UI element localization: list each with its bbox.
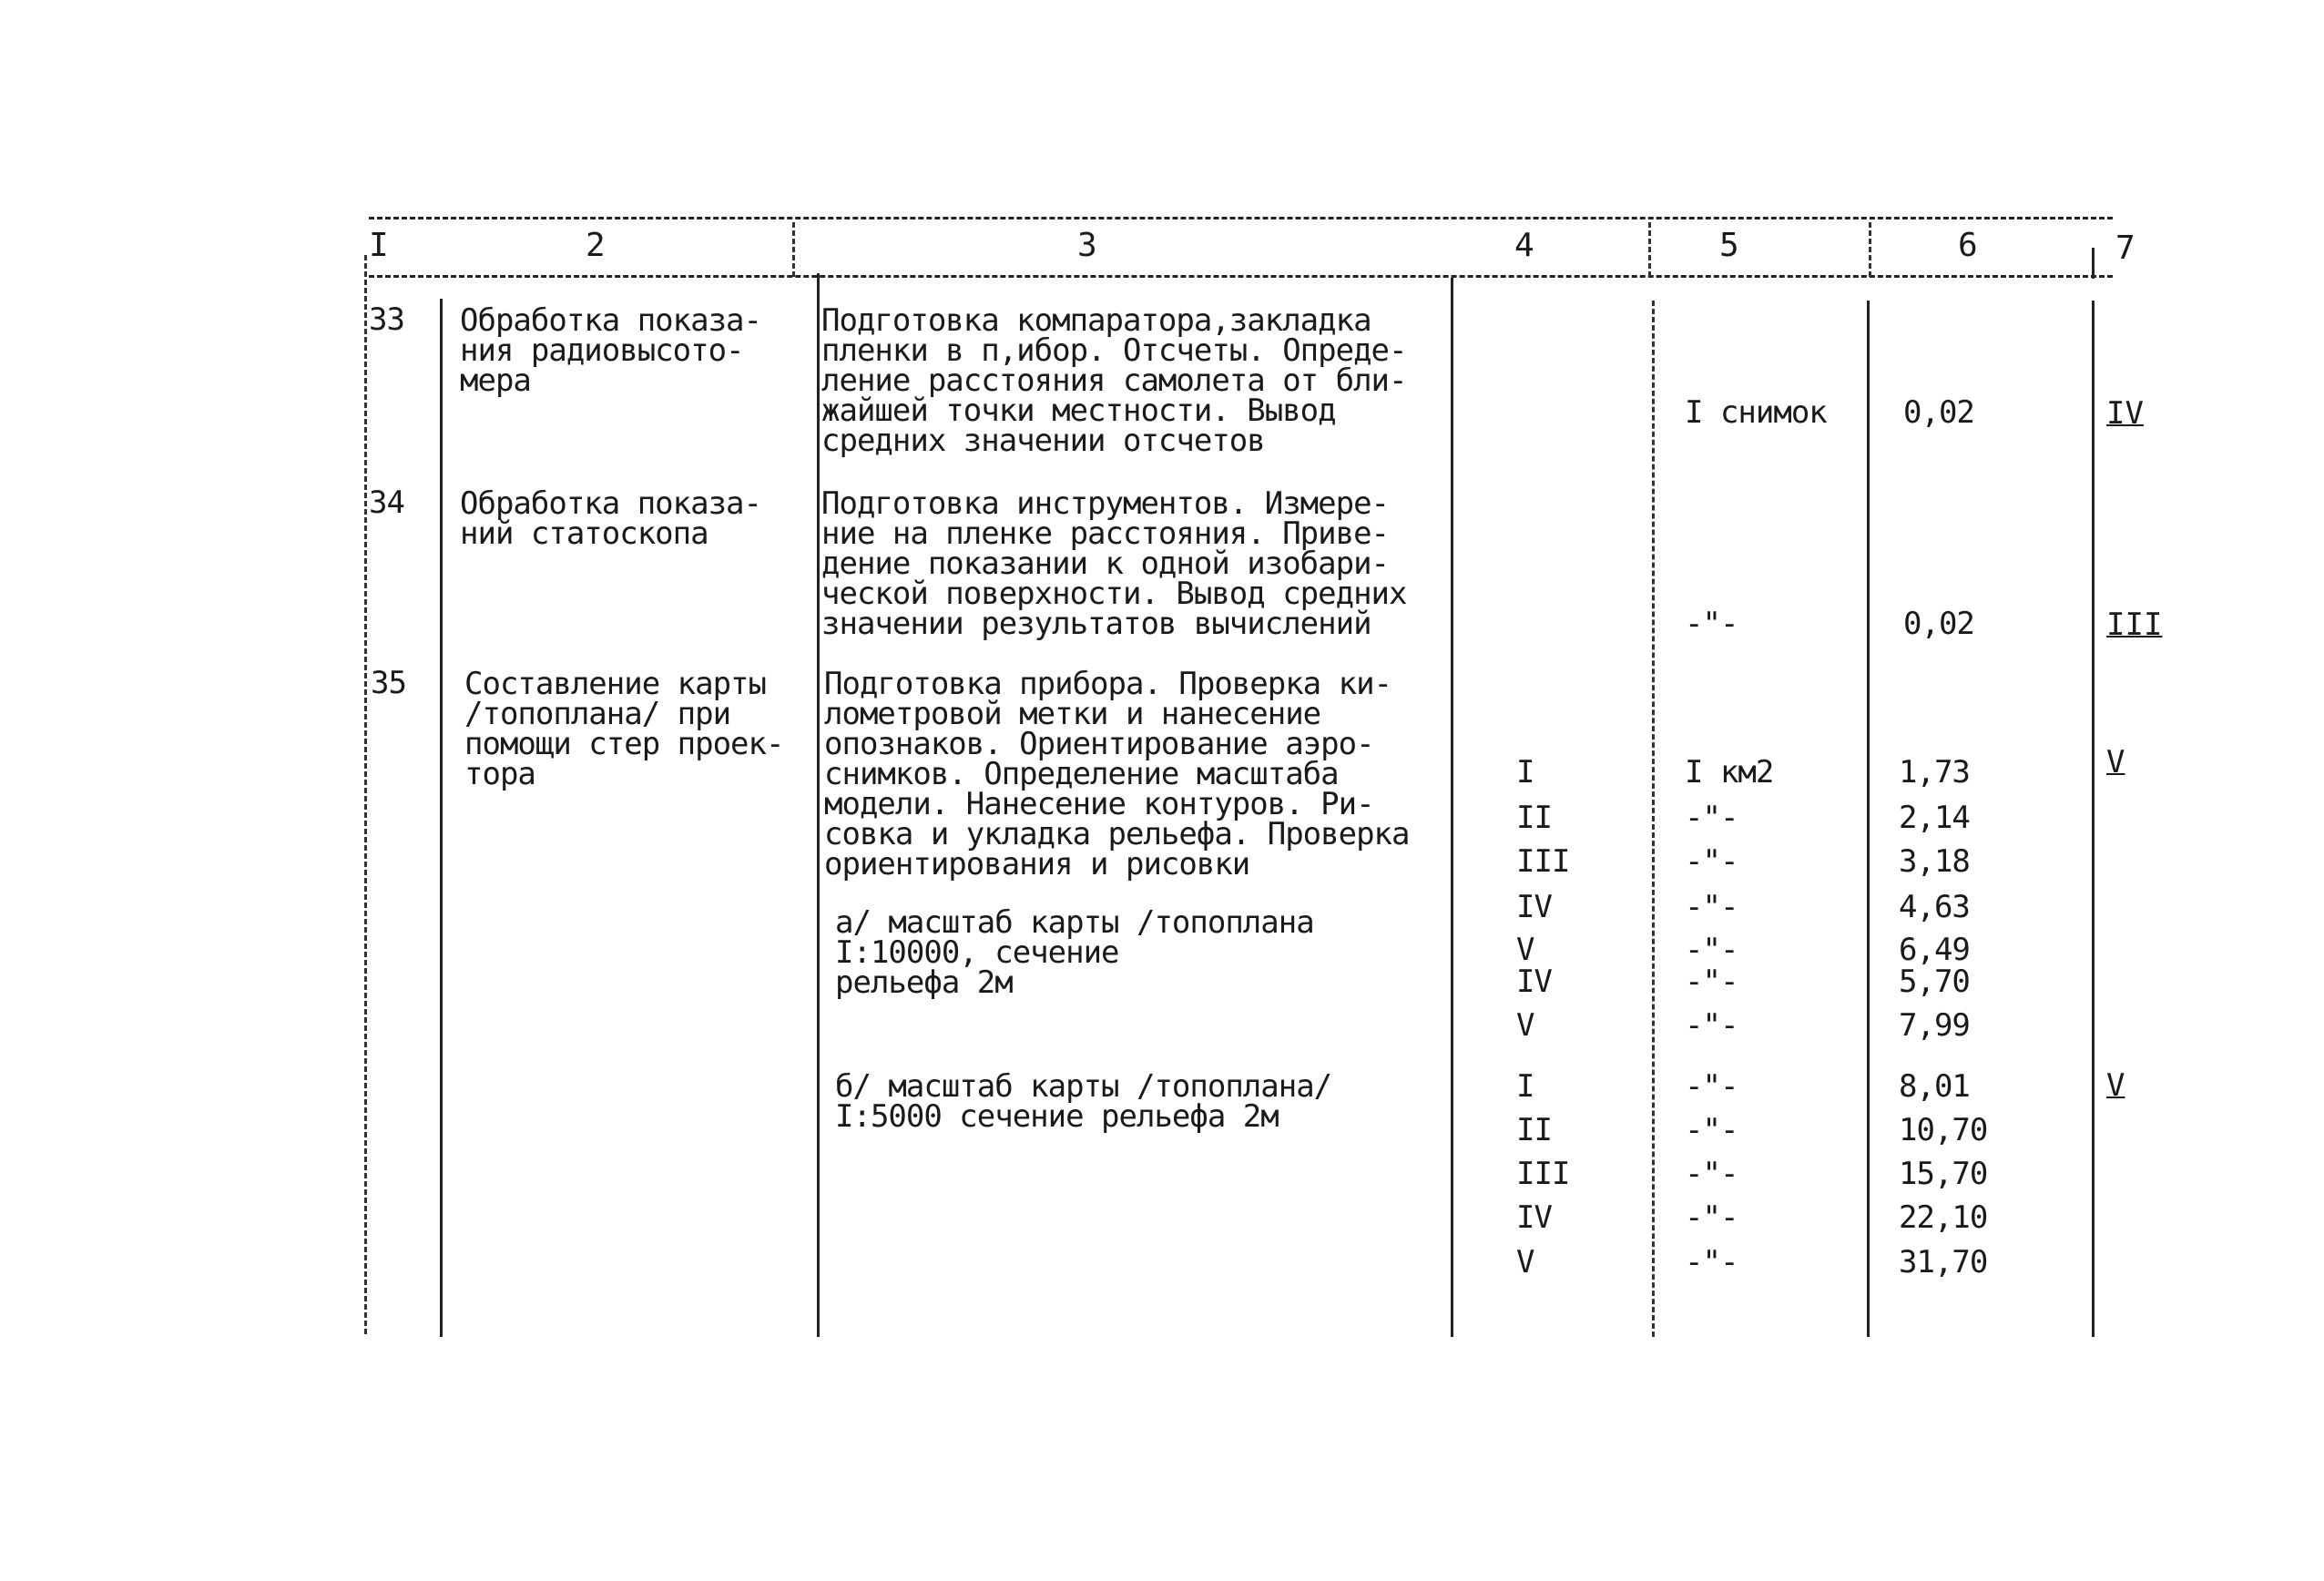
column-line-2 (817, 273, 820, 1337)
unit: -"- (1685, 1156, 1738, 1192)
group-label: V (1516, 1244, 1534, 1280)
group-label: III (1516, 843, 1570, 880)
group-label: IV (1516, 964, 1552, 1000)
header-bottom-rule (369, 275, 2113, 278)
row-number: 34 (369, 484, 404, 521)
norm-value: 22,10 (1899, 1199, 1988, 1236)
subitem-a: а/ масштаб карты /топоплана I:10000, сечение рельефа 2м (835, 904, 1314, 1001)
work-description: Подготовка компаратора,закладка пленки в п,ибор. Отсчеты. Опреде- ление расстояния самолета от бли- жайшей точки местности. Вывод средних значении отсчетов (821, 302, 1407, 459)
column-line-6 (2092, 301, 2095, 1337)
unit: -"- (1685, 964, 1738, 1000)
norm-value: 10,70 (1899, 1112, 1988, 1148)
unit: -"- (1685, 932, 1738, 968)
unit: -"- (1685, 1068, 1738, 1105)
group-label: V (1516, 1007, 1534, 1044)
category-mark: IV (2106, 395, 2144, 432)
header-top-rule (369, 217, 2113, 219)
group-label: IV (1516, 889, 1552, 925)
header-separator (792, 222, 795, 277)
norm-value: 1,73 (1899, 754, 1970, 790)
norm-value: 4,63 (1899, 889, 1970, 925)
row-number: 33 (369, 301, 404, 338)
unit: I снимок (1685, 394, 1827, 431)
unit: -"- (1685, 606, 1738, 642)
norm-value: 5,70 (1899, 964, 1970, 1000)
norm-value: 8,01 (1899, 1068, 1970, 1105)
group-label: V (1516, 932, 1534, 968)
column-line-5 (1867, 301, 1870, 1337)
category-mark: III (2106, 607, 2163, 643)
group-label: II (1516, 800, 1552, 836)
category-mark: V (2106, 1067, 2125, 1104)
unit: -"- (1685, 1007, 1738, 1044)
unit: -"- (1685, 843, 1738, 880)
header-separator (1648, 222, 1651, 277)
column-header-4: 4 (1514, 227, 1534, 264)
norm-value: 31,70 (1899, 1244, 1988, 1280)
row-number: 35 (371, 665, 406, 701)
norm-value: 0,02 (1903, 606, 1974, 642)
norm-value: 7,99 (1899, 1007, 1970, 1044)
column-line-4 (1652, 301, 1655, 1337)
unit: I км2 (1685, 754, 1774, 790)
column-header-6: 6 (1958, 227, 1978, 264)
column-header-5: 5 (1719, 227, 1739, 264)
norm-value: 0,02 (1903, 394, 1974, 431)
work-name: Составление карты /топоплана/ при помощи стер проек- тора (464, 666, 784, 792)
norm-value: 3,18 (1899, 843, 1970, 880)
norm-value: 15,70 (1899, 1156, 1988, 1192)
work-name: Обработка показа- ния радиовысото- мера (460, 302, 761, 399)
norm-value: 2,14 (1899, 800, 1970, 836)
column-line-left (364, 255, 367, 1334)
group-label: II (1516, 1112, 1552, 1148)
group-label: III (1516, 1156, 1570, 1192)
column-line-1 (440, 299, 443, 1337)
group-label: IV (1516, 1199, 1552, 1236)
unit: -"- (1685, 800, 1738, 836)
group-label: I (1516, 754, 1534, 790)
column-header-1: I (369, 227, 389, 264)
header-separator (2092, 248, 2095, 279)
work-description: Подготовка прибора. Проверка ки- лометровой метки и нанесение опознаков. Ориентирование аэро- снимков. Определение масштаба модели. Нанесение контуров. Ри- совка и укладка рельефа. Проверка ориентирования и рисовки (824, 666, 1410, 882)
unit: -"- (1685, 1244, 1738, 1280)
column-header-7: 7 (2115, 230, 2135, 267)
unit: -"- (1685, 1199, 1738, 1236)
norm-value: 6,49 (1899, 932, 1970, 968)
category-mark: V (2106, 744, 2125, 780)
work-name: Обработка показа- ний статоскопа (460, 485, 761, 552)
group-label: I (1516, 1068, 1534, 1105)
unit: -"- (1685, 889, 1738, 925)
column-header-3: 3 (1077, 227, 1097, 264)
column-line-3 (1451, 278, 1453, 1337)
column-header-2: 2 (586, 227, 606, 264)
subitem-b: б/ масштаб карты /топоплана/ I:5000 сечение рельефа 2м (835, 1068, 1332, 1135)
unit: -"- (1685, 1112, 1738, 1148)
work-description: Подготовка инструментов. Измере- ние на пленке расстояния. Приве- дение показании к одной изобари- ческой поверхности. Вывод средних значении результатов вычислений (821, 485, 1407, 642)
header-separator (1869, 222, 1871, 277)
